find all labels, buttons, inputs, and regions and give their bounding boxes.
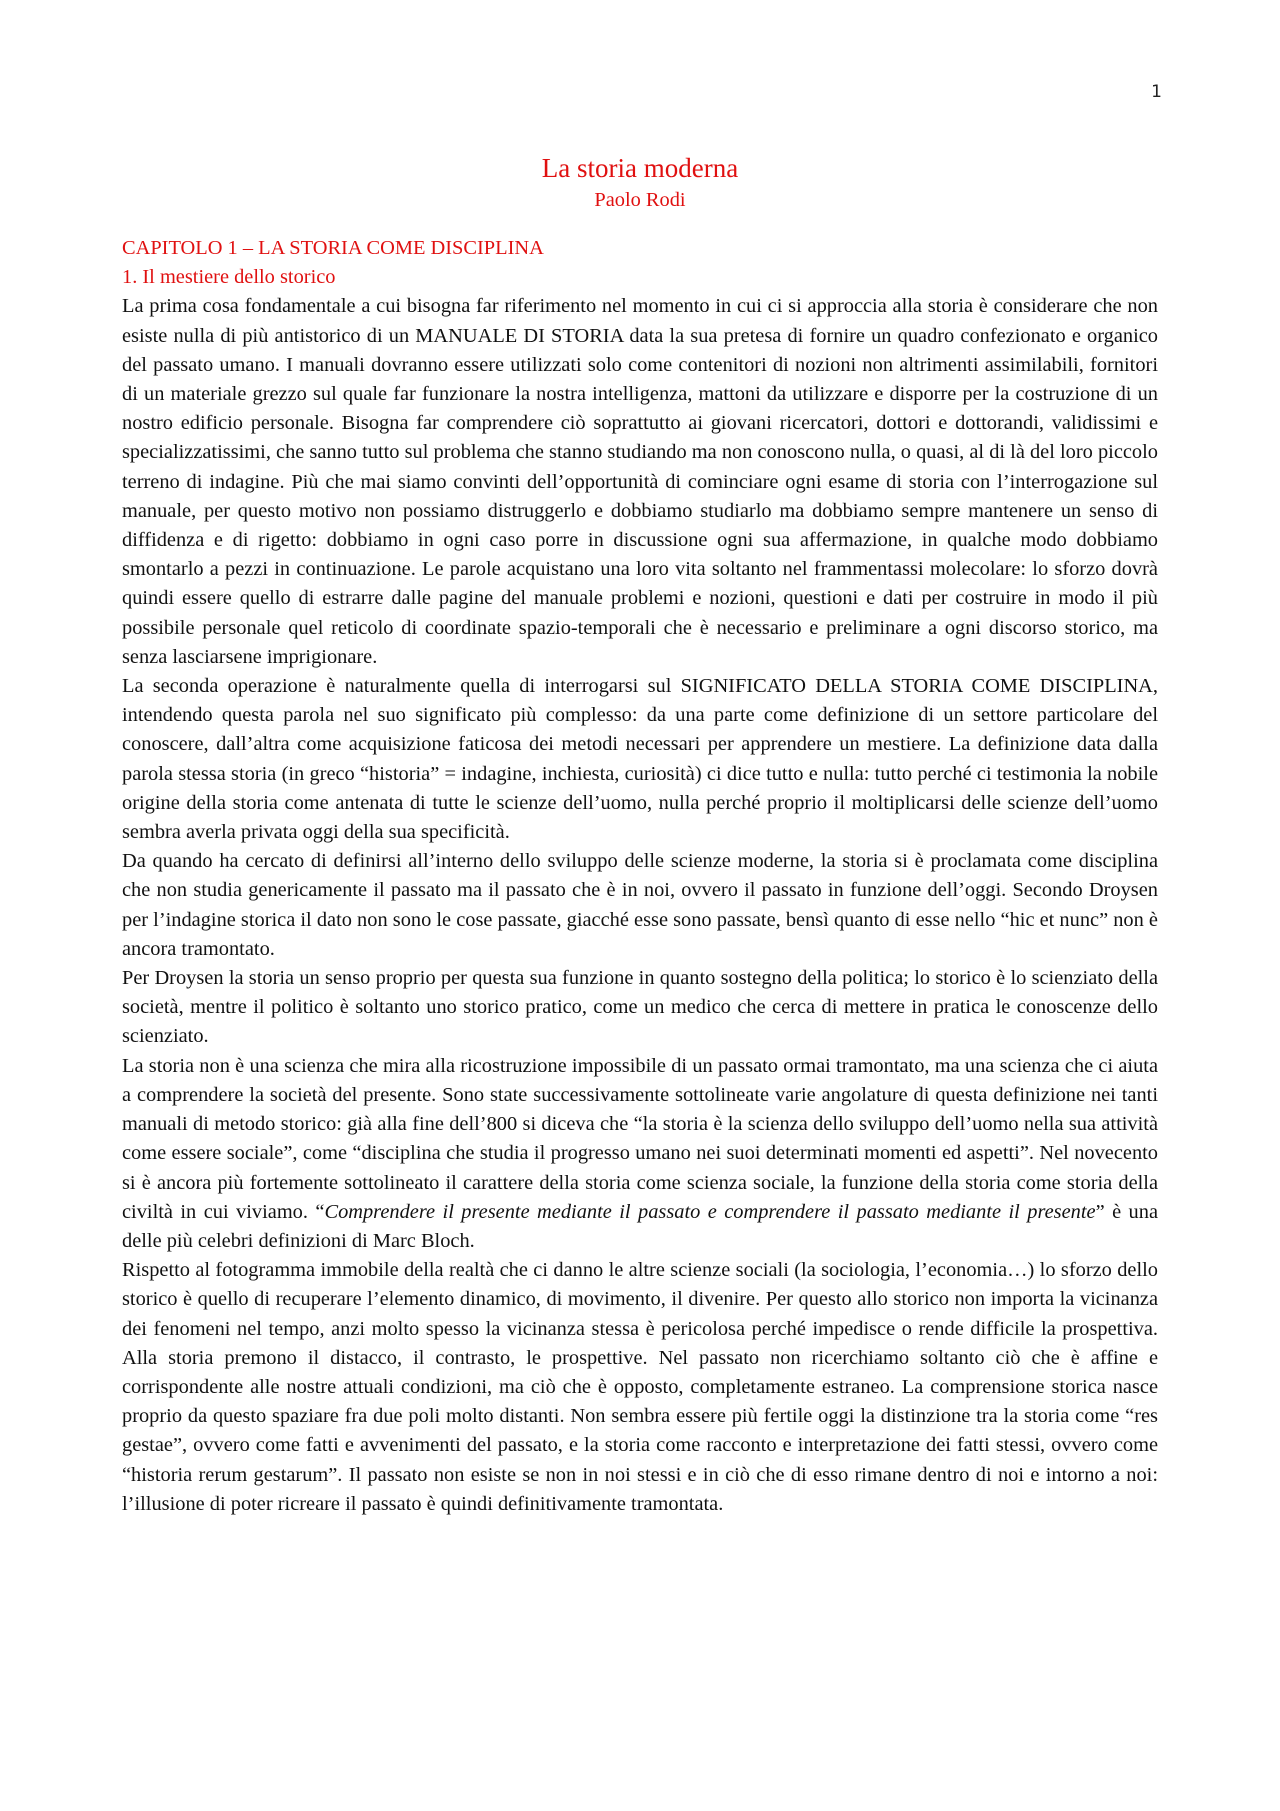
paragraph-5-tail: ” è una delle più celebri definizioni di Marc Bloch. [122, 1200, 1159, 1252]
paragraph-4: Per Droysen la storia un senso proprio per questa sua funzione in quanto sostegno della politica; lo storico è lo scienziato della società, mentre il politico è soltanto uno storico pratico, come un medico che cerca di mettere in pratica le conoscenze dello scienziato. [122, 967, 1158, 1048]
paragraph-5-text: La storia non è una scienza che mira alla ricostruzione impossibile di un passato ormai tramontato, ma una scienza che ci aiuta a comprendere la società del presente. Sono state successivamente sottolineate varie angolature di questa definizione nei tanti manuali di metodo storico: già alla fine dell’800 si diceva che “la storia è la scienza dello sviluppo dell’uomo nella sua attività come essere sociale”, come “disciplina che studia il progresso umano nei suoi determinati momenti ed aspetti”. Nel novecento si è ancora più fortemente sottolineato il carattere della storia come scienza sociale, la funzione della storia come storia della civiltà in cui viviamo. “ [122, 1054, 1158, 1223]
page-content [122, 150, 1158, 1519]
paragraph-6: Rispetto al fotogramma immobile della realtà che ci danno le altre scienze sociali (la sociologia, l’economia…) lo sforzo dello storico è quello di recuperare l’elemento dinamico, di movimento, il divenire. Per questo allo storico non importa la vicinanza dei fenomeni nel tempo, anzi molto spesso la vicinanza stessa è pericolosa perché impedisce o rende difficile la prospettiva. Alla storia premono il distacco, il contrasto, le prospettive. Nel passato non ricerchiamo soltanto ciò che è affine e corrispondente alle nostre attuali condizioni, ma ciò che è opposto, completamente estraneo. La comprensione storica nasce proprio da questo spaziare fra due poli molto distanti. Non sembra essere più fertile oggi la distinzione tra la storia come “res gestae”, ovvero come fatti e avvenimenti del passato, e la storia come racconto e interpretazione dei fatti stessi, ovvero come “historia rerum gestarum”. Il passato non esiste se non in noi stessi e in ciò che di esso rimane dentro di noi e intorno a noi: l’illusione di poter ricreare il passato è quindi definitivamente tramontata. [122, 1259, 1158, 1515]
paragraph-1: La prima cosa fondamentale a cui bisogna far riferimento nel momento in cui ci si approccia alla storia è considerare che non esiste nulla di più antistorico di un MANUALE DI STORIA data la sua pretesa di fornire un quadro confezionato e organico del passato umano. I manuali dovranno essere utilizzati solo come contenitori di nozioni non altrimenti assimilabili, fornitori di un materiale grezzo sul quale far funzionare la nostra intelligenza, mattoni da utilizzare e disporre per la costruzione di un nostro edificio personale. Bisogna far comprendere ciò soprattutto ai giovani ricercatori, dottori e dottorandi, validissimi e specializzatissimi, che sanno tutto sul problema che stanno studiando ma non conoscono nulla, o quasi, al di là del loro piccolo terreno di indagine. Più che mai siamo convinti dell’opportunità di cominciare ogni esame di storia con l’interrogazione sul manuale, per questo motivo non possiamo distruggerlo e dobbiamo studiarlo ma dobbiamo sempre mantenere un senso di diffidenza e di rigetto: dobbiamo in ogni caso porre in discussione ogni sua affermazione, in qualche modo dobbiamo smontarlo a pezzi in continuazione. Le parole acquistano una loro vita soltanto nel frammentassi molecolare: lo sforzo dovrà quindi essere quello di estrarre dalle pagine del manuale problemi e nozioni, questioni e dati per costruire in modo il più possibile personale quel reticolo di coordinate spazio-temporali che è necessario e preliminare a ogni discorso storico, ma senza lasciarsene imprigionare. [122, 295, 1158, 668]
chapter-heading: CAPITOLO 1 – LA STORIA COME DISCIPLINA [122, 237, 544, 259]
marc-bloch-quote: Comprendere il presente mediante il passato e comprendere il passato mediante il presente [324, 1200, 1096, 1223]
paragraph-2: La seconda operazione è naturalmente quella di interrogarsi sul SIGNIFICATO DELLA STORIA COME DISCIPLINA, intendendo questa parola nel suo significato più complesso: da una parte come definizione di un settore particolare del conoscere, dall’altra come acquisizione faticosa dei metodi necessari per apprendere un mestiere. La definizione data dalla parola stessa storia (in greco “historia” = indagine, inchiesta, curiosità) ci dice tutto e nulla: tutto perché ci testimonia la nobile origine della storia come antenata di tutte le scienze dell’uomo, nulla perché proprio il moltiplicarsi delle scienze dell’uomo sembra averla privata oggi della sua specificità. [122, 675, 1158, 844]
paragraph-3: Da quando ha cercato di definirsi all’interno dello sviluppo delle scienze moderne, la storia si è proclamata come disciplina che non studia genericamente il passato ma il passato che è in noi, ovvero il passato in funzione dell’oggi. Secondo Droysen per l’indagine storica il dato non sono le cose passate, giacché esse sono passate, bensì quanto di esse nello “hic et nunc” non è ancora tramontato. [122, 850, 1158, 960]
section-heading: 1. Il mestiere dello storico [122, 266, 336, 289]
page-number: 1 [1151, 82, 1162, 102]
document-title: La storia moderna [541, 153, 739, 183]
paragraph-5 [122, 1052, 1158, 1256]
document-author: Paolo Rodi [594, 189, 686, 211]
